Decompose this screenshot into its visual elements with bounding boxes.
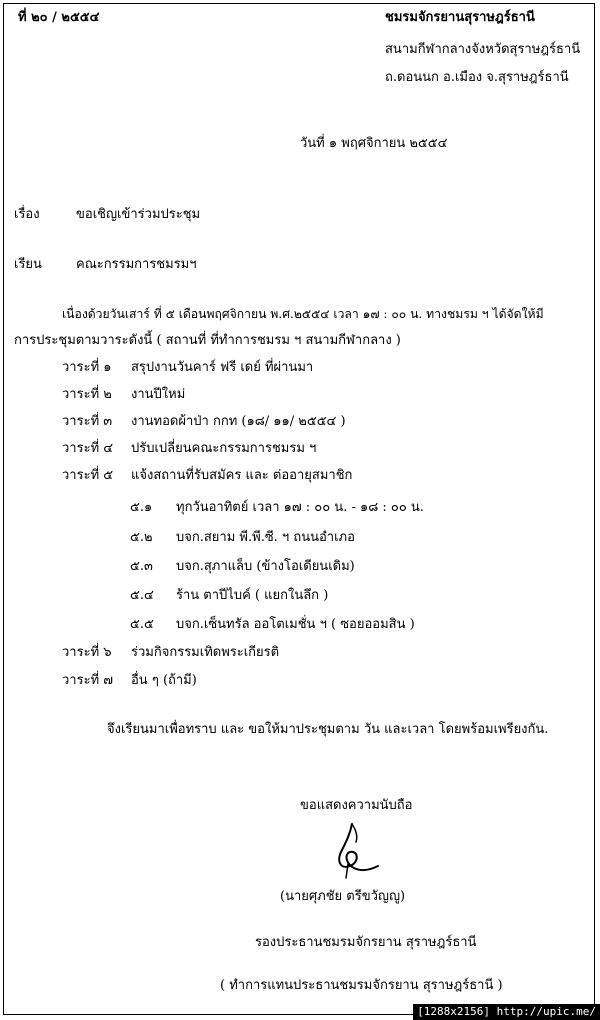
sub-item-3-text: บจก.สุภาแล็บ (ข้างโอเดียนเดิม)	[176, 559, 355, 574]
handwritten-signature	[322, 820, 382, 880]
agenda-item-7-text: อื่น ๆ (ถ้ามี)	[131, 673, 197, 688]
sub-item-5-text: บจก.เซ็นทรัล ออโตเมชั่น ฯ ( ซอยออมสิน )	[176, 617, 415, 632]
agenda-item-1-text: สรุปงานวันคาร์ ฟรี เดย์ ที่ผ่านมา	[131, 360, 314, 375]
agenda-item-6-label: วาระที่ ๖	[62, 645, 112, 660]
subject-text: ขอเชิญเข้าร่วมประชุม	[76, 207, 201, 222]
closing-paragraph: จึงเรียนมาเพื่อทราบ และ ขอให้มาประชุมตาม วัน และเวลา โดยพร้อมเพรียงกัน.	[107, 722, 549, 737]
sub-item-5-number: ๕.๕	[130, 617, 154, 632]
agenda-item-5-text: แจ้งสถานที่รับสมัคร และ ต่ออายุสมาชิก	[131, 468, 353, 483]
agenda-item-2-label: วาระที่ ๒	[62, 387, 112, 402]
organization-address-line-1: สนามกีฬากลางจังหวัดสุราษฎร์ธานี	[385, 42, 581, 57]
body-line-2: การประชุมตามวาระดังนี้ ( สถานที่ ที่ทำการชมรม ฯ สนามกีฬากลาง )	[14, 333, 401, 348]
watermark: [1288x2156] http://upic.me/	[413, 1004, 600, 1020]
agenda-item-5-label: วาระที่ ๕	[62, 468, 114, 483]
signer-title: รองประธานชมรมจักรยาน สุราษฎร์ธานี	[255, 935, 477, 950]
agenda-item-3-text: งานทอดผ้าป่า กกท (๑๘/ ๑๑/ ๒๕๕๔ )	[131, 414, 346, 429]
document-number: ที่ ๒๐ / ๒๕๕๔	[18, 10, 100, 25]
recipient-label: เรียน	[14, 257, 42, 272]
agenda-item-6-text: ร่วมกิจกรรมเทิดพระเกียรติ	[131, 645, 280, 660]
organization-name: ชมรมจักรยานสุราษฎร์ธานี	[385, 10, 535, 25]
recipient-text: คณะกรรมการชมรมฯ	[76, 257, 197, 272]
agenda-item-3-label: วาระที่ ๓	[62, 414, 113, 429]
agenda-item-4-label: วาระที่ ๔	[62, 441, 114, 456]
organization-address-line-2: ถ.ดอนนก อ.เมือง จ.สุราษฎร์ธานี	[385, 70, 569, 85]
sub-item-4-number: ๕.๔	[130, 588, 154, 603]
signature-icon	[322, 820, 382, 880]
signer-name: (นายศุภชัย ตรีขวัญญู)	[280, 889, 406, 904]
sub-item-1-number: ๕.๑	[130, 500, 153, 515]
regards: ขอแสดงความนับถือ	[300, 798, 413, 813]
letter-date: วันที่ ๑ พฤศจิกายน ๒๕๕๔	[300, 136, 448, 151]
sub-item-1-text: ทุกวันอาทิตย์ เวลา ๑๗ : ๐๐ น. - ๑๘ : ๐๐ น.	[176, 500, 424, 515]
subject-label: เรื่อง	[14, 207, 40, 222]
agenda-item-7-label: วาระที่ ๗	[62, 673, 114, 688]
agenda-item-1-label: วาระที่ ๑	[62, 360, 112, 375]
sub-item-2-text: บจก.สยาม พี.พี.ซี. ฯ ถนนอำเภอ	[176, 530, 355, 545]
sub-item-3-number: ๕.๓	[130, 559, 153, 574]
sub-item-2-number: ๕.๒	[130, 530, 153, 545]
agenda-item-2-text: งานปีใหม่	[131, 387, 186, 402]
signer-acting-role: ( ทำการแทนประธานชมรมจักรยาน สุราษฎร์ธานี )	[220, 978, 503, 993]
sub-item-4-text: ร้าน ตาปีไบค์ ( แยกในลึก )	[176, 588, 329, 603]
body-line-1: เนื่องด้วยวันเสาร์ ที่ ๕ เดือนพฤศจิกายน พ.ศ.๒๕๕๔ เวลา ๑๗ : ๐๐ น. ทางชมรม ฯ ได้จัดให้มี	[62, 307, 544, 321]
agenda-item-4-text: ปรับเปลี่ยนคณะกรรมการชมรม ฯ	[131, 441, 317, 456]
